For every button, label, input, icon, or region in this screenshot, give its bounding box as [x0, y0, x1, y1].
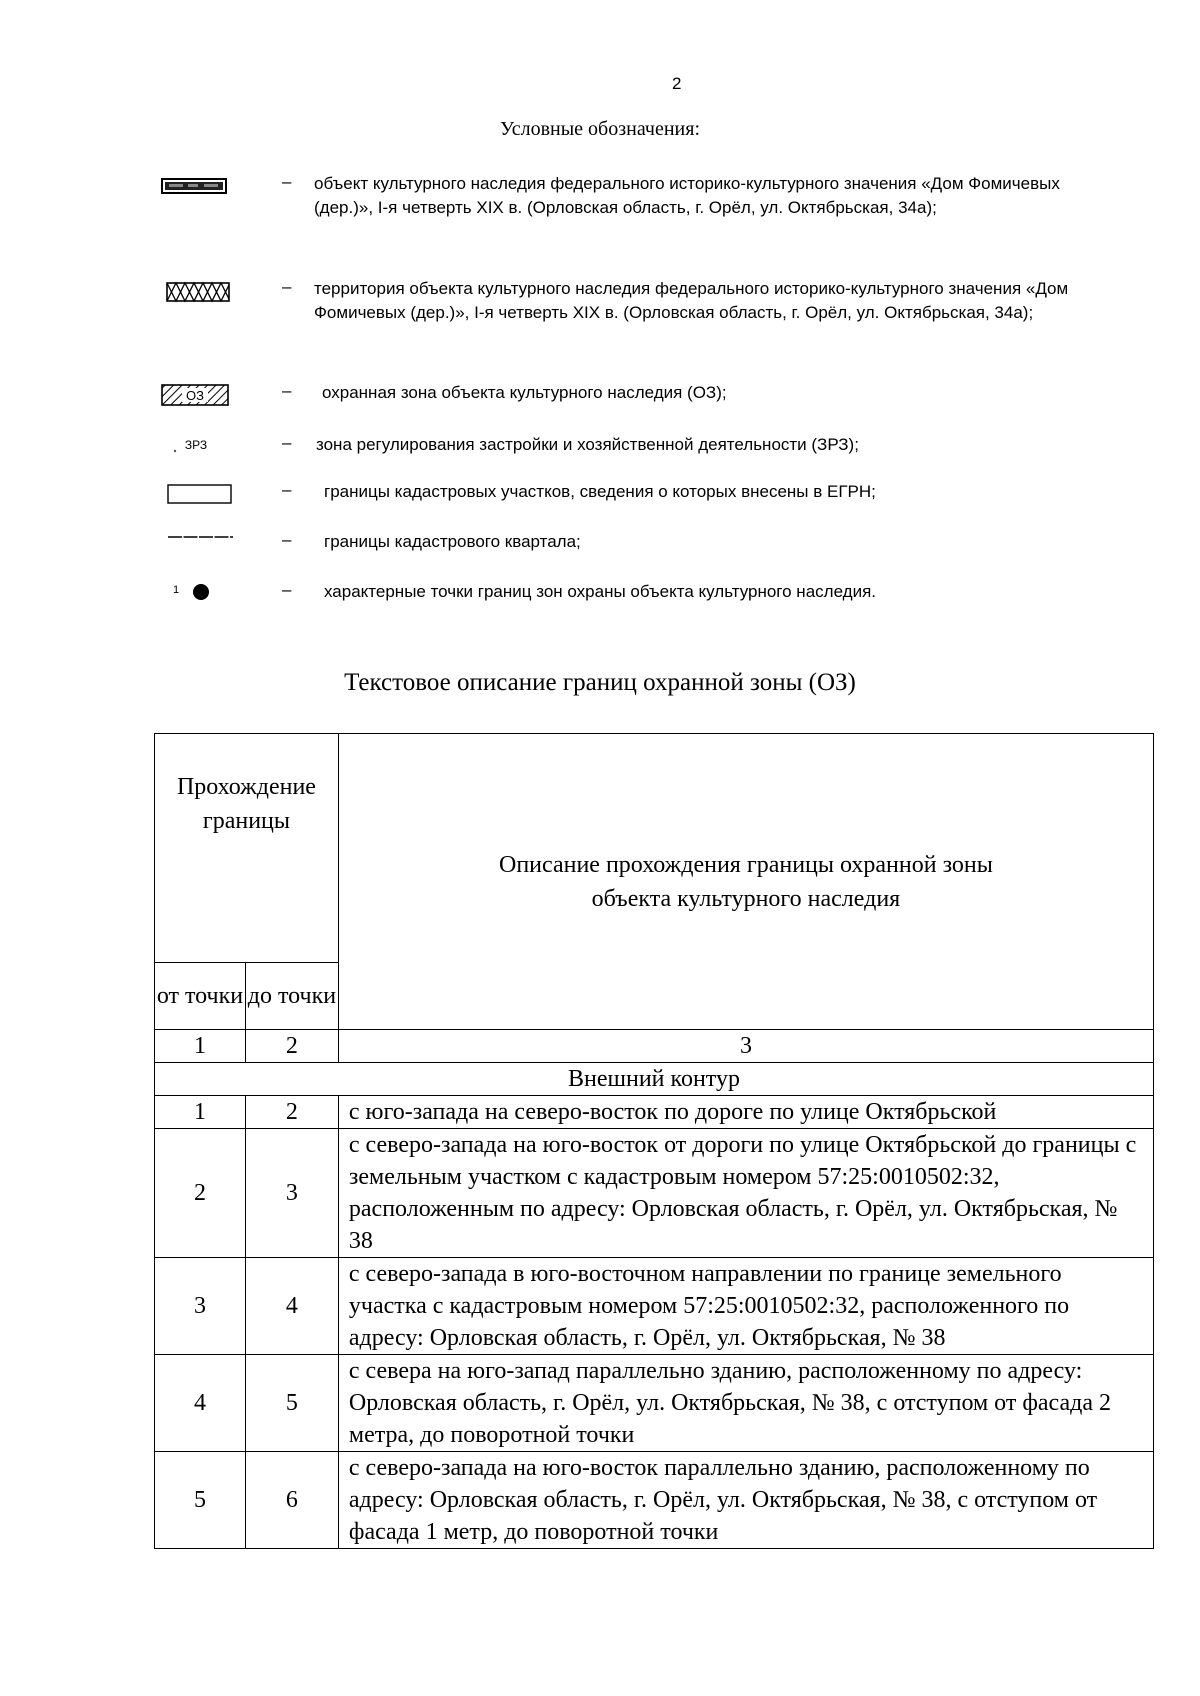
row-from: 3 — [155, 1258, 246, 1355]
page-number: 2 — [672, 74, 682, 93]
col-number: 1 — [155, 1030, 246, 1063]
legend-dash: – — [282, 381, 292, 400]
table-row — [155, 1452, 1154, 1549]
row-to: 2 — [245, 1096, 338, 1129]
boundary-table — [154, 733, 1154, 1549]
row-from: 1 — [155, 1096, 246, 1129]
legend-text: территория объекта культурного наследия федерального историко-культурного значения «Дом Фомичевых (дер.)», I-я четверть XIX в. (Орловская область, г. Орёл, ул. Октябрьская, 34а); — [314, 279, 1069, 322]
oz-symbol-label: ОЗ — [186, 388, 204, 403]
contour-title: Внешний контур — [155, 1063, 1154, 1096]
row-from: 5 — [155, 1452, 246, 1549]
row-description: с юго-запада на северо-восток по дороге по улице Октябрьской — [338, 1096, 1153, 1129]
oz-symbol-icon — [160, 381, 240, 411]
zrz-symbol-label: ЗРЗ — [184, 438, 208, 452]
legend-text: объект культурного наследия федерального историко-культурного значения «Дом Фомичевых (дер.)», I-я четверть XIX в. (Орловская область, г. Орёл, ул. Октябрьская, 34а); — [314, 174, 1060, 217]
header-passage: Прохождение границы — [155, 734, 339, 963]
header-from: от точки — [155, 963, 246, 1030]
header-description: Описание прохождения границы охранной зоны объекта культурного наследия — [338, 734, 1153, 1030]
column-numbers-row — [155, 1030, 1154, 1063]
territory-symbol-icon — [160, 277, 240, 307]
point-symbol-icon — [160, 580, 240, 610]
col-number: 2 — [245, 1030, 338, 1063]
zrz-symbol-icon — [160, 433, 240, 463]
row-description: с севера на юго-запад параллельно зданию, расположенному по адресу: Орловская область, г. Орёл, ул. Октябрьская, № 38, с отступом от фасада 2 метра, до поворотной точки — [338, 1355, 1153, 1452]
legend-text: охранная зона объекта культурного наследия (ОЗ); — [322, 383, 727, 402]
row-from: 2 — [155, 1129, 246, 1258]
row-description: с северо-запада на юго-восток параллельно зданию, расположенному по адресу: Орловская область, г. Орёл, ул. Октябрьская, № 38, с отступом от фасада 1 метр, до поворотной точки — [338, 1452, 1153, 1549]
legend-text: границы кадастровых участков, сведения о которых внесены в ЕГРН; — [324, 482, 876, 501]
table-row — [155, 1258, 1154, 1355]
table-row — [155, 1096, 1154, 1129]
header-to: до точки — [245, 963, 338, 1030]
row-to: 6 — [245, 1452, 338, 1549]
legend-dash: – — [282, 277, 292, 296]
row-to: 3 — [245, 1129, 338, 1258]
contour-title-row — [155, 1063, 1154, 1096]
quarter-line-symbol-icon — [160, 530, 240, 560]
table-row — [155, 1355, 1154, 1452]
table-row — [155, 1129, 1154, 1258]
row-description: с северо-запада на юго-восток от дороги по улице Октябрьской до границы с земельным участком с кадастровым номером 57:25:0010502:32, расположенным по адресу: Орловская область, г. Орёл, ул. Октябрьская, № 38 — [338, 1129, 1153, 1258]
point-symbol-label: 1 — [172, 584, 180, 596]
legend-text: границы кадастрового квартала; — [324, 532, 581, 551]
col-number: 3 — [338, 1030, 1153, 1063]
legend-dash: – — [282, 580, 292, 599]
legend-dash: – — [282, 433, 292, 452]
row-description: с северо-запада в юго-восточном направлении по границе земельного участка с кадастровым номером 57:25:0010502:32, расположенного по адресу: Орловская область, г. Орёл, ул. Октябрьская, № 38 — [338, 1258, 1153, 1355]
legend-text: характерные точки границ зон охраны объекта культурного наследия. — [324, 582, 876, 601]
legend-text: зона регулирования застройки и хозяйственной деятельности (ЗРЗ); — [316, 435, 859, 454]
row-from: 4 — [155, 1355, 246, 1452]
section-title: Текстовое описание границ охранной зоны (ОЗ) — [344, 669, 856, 696]
legend-dash: – — [282, 530, 292, 549]
legend-title: Условные обозначения: — [499, 118, 701, 140]
object-symbol-icon — [160, 172, 240, 202]
row-to: 5 — [245, 1355, 338, 1452]
legend-dash: – — [282, 172, 292, 191]
parcel-symbol-icon — [160, 480, 240, 510]
row-to: 4 — [245, 1258, 338, 1355]
table-header-row — [155, 734, 1154, 963]
legend-dash: – — [282, 480, 292, 499]
